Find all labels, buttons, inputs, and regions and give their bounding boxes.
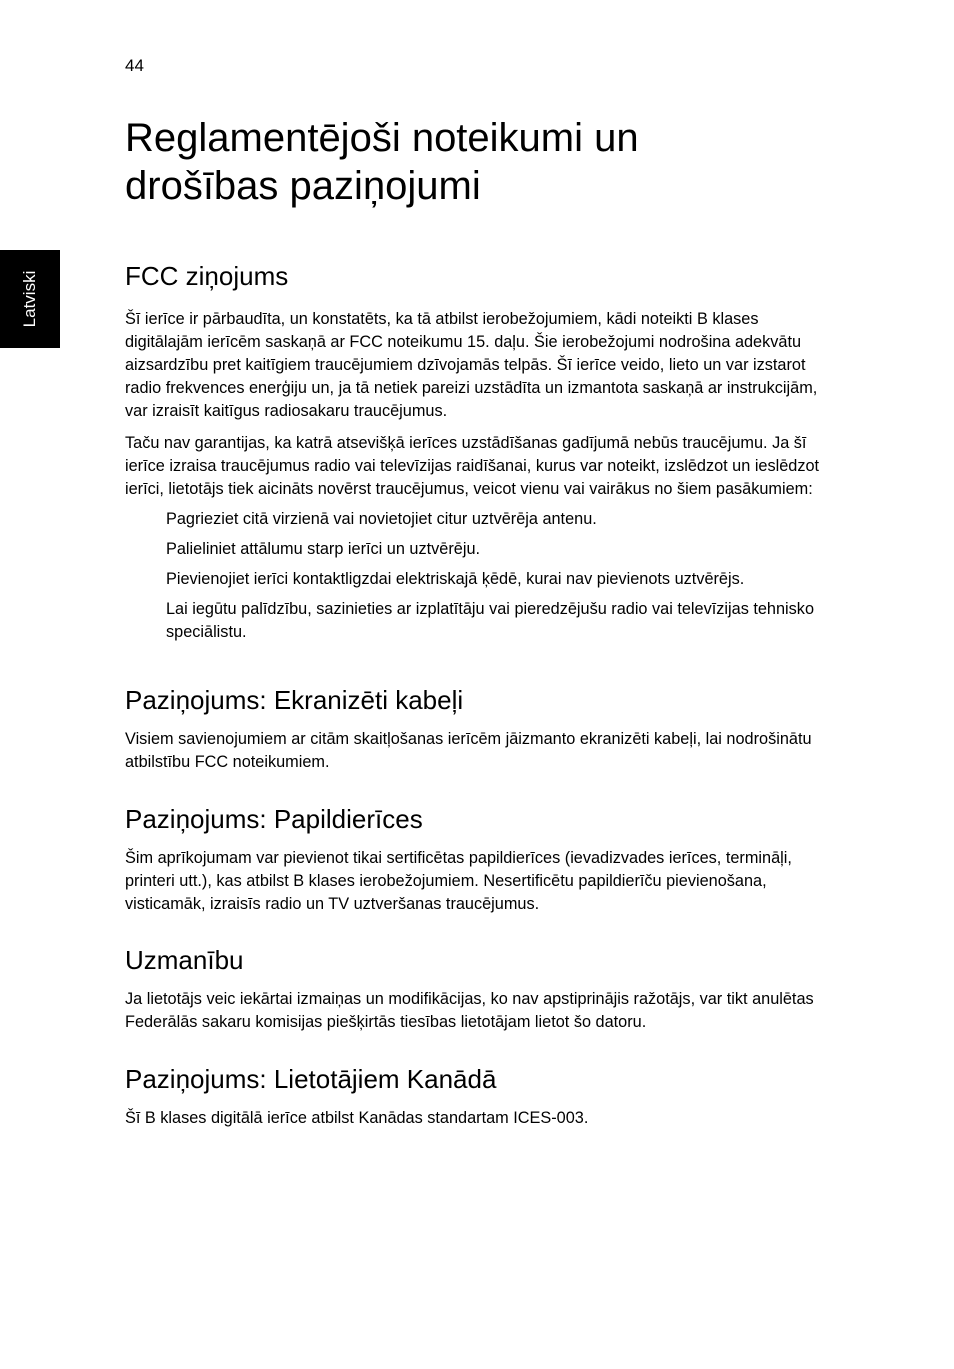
list-item: Lai iegūtu palīdzību, sazinieties ar izplatītāju vai pieredzējušu radio vai televīzijas tehnisko speciālistu. xyxy=(166,600,814,641)
paragraph: Visiem savienojumiem ar citām skaitļošanas ierīcēm jāizmanto ekranizēti kabeļi, lai nodrošinātu atbilstību FCC noteikumiem. xyxy=(125,730,812,771)
paragraph: Šī B klases digitālā ierīce atbilst Kanādas standartam ICES-003. xyxy=(125,1109,589,1127)
section-fcc xyxy=(125,260,825,644)
section-caution xyxy=(125,944,825,1034)
section-heading: Paziņojums: Ekranizēti kabeļi xyxy=(125,685,464,715)
page-content xyxy=(125,114,825,1130)
paragraph: Taču nav garantijas, ka katrā atsevišķā ierīces uzstādīšanas gadījumā nebūs traucējumu. Ja šī ierīce izraisa traucējumus radio vai televīzijas raidīšanai, kurus var noteikt, izslēdzot un ieslēdzot ierīci, lietotājs tiek aicināts novērst traucējumus, veicot vienu vai vairākus no šiem pasākumiem: xyxy=(125,434,820,498)
list-item: Pagrieziet citā virzienā vai novietojiet citur uztvērēja antenu. xyxy=(166,510,597,528)
section-heading: FCC ziņojums xyxy=(125,261,289,291)
page-number: 44 xyxy=(125,56,144,75)
page-title-line-1: Reglamentējoši noteikumi un xyxy=(125,116,639,160)
section-canada xyxy=(125,1063,825,1130)
list-item: Pievienojiet ierīci kontaktligzdai elektriskajā ķēdē, kurai nav pievienots uztvērējs. xyxy=(166,570,745,588)
section-heading: Paziņojums: Papildierīces xyxy=(125,804,423,834)
page-title xyxy=(125,114,825,210)
paragraph: Ja lietotājs veic iekārtai izmaiņas un modifikācijas, ko nav apstiprinājis ražotājs, var tikt anulētas Federālās sakaru komisijas piešķirtās tiesības lietotājam lietot šo datoru. xyxy=(125,990,814,1031)
language-side-tab xyxy=(0,250,60,348)
section-heading: Paziņojums: Lietotājiem Kanādā xyxy=(125,1064,497,1094)
section-shielded-cables xyxy=(125,684,825,774)
section-peripherals xyxy=(125,803,825,916)
section-heading: Uzmanību xyxy=(125,945,244,975)
measures-list xyxy=(125,508,825,644)
list-item: Palieliniet attālumu starp ierīci un uztvērēju. xyxy=(166,540,481,558)
page-title-line-2: drošības paziņojumi xyxy=(125,164,481,208)
side-tab-label: Latviski xyxy=(20,270,39,328)
paragraph: Šim aprīkojumam var pievienot tikai sertificētas papildierīces (ievadizvades ierīces, termināļi, printeri utt.), kas atbilst B klases ierobežojumiem. Nesertificētu papildierīču pievienošana, visticamāk, izraisīs radio un TV uztveršanas traucējumus. xyxy=(125,849,792,913)
paragraph: Šī ierīce ir pārbaudīta, un konstatēts, ka tā atbilst ierobežojumiem, kādi noteikti B klases digitālajām ierīcēm saskaņā ar FCC noteikumu 15. daļu. Šie ierobežojumi nodrošina adekvātu aizsardzību pret kaitīgiem traucējumiem dzīvojamās telpās. Šī ierīce veido, lieto un var izstarot radio frekvences enerģiju un, ja tā netiek pareizi uzstādīta un izmantota saskaņā ar instrukcijām, var izraisīt kaitīgus radiosakaru traucējumus. xyxy=(125,310,818,420)
